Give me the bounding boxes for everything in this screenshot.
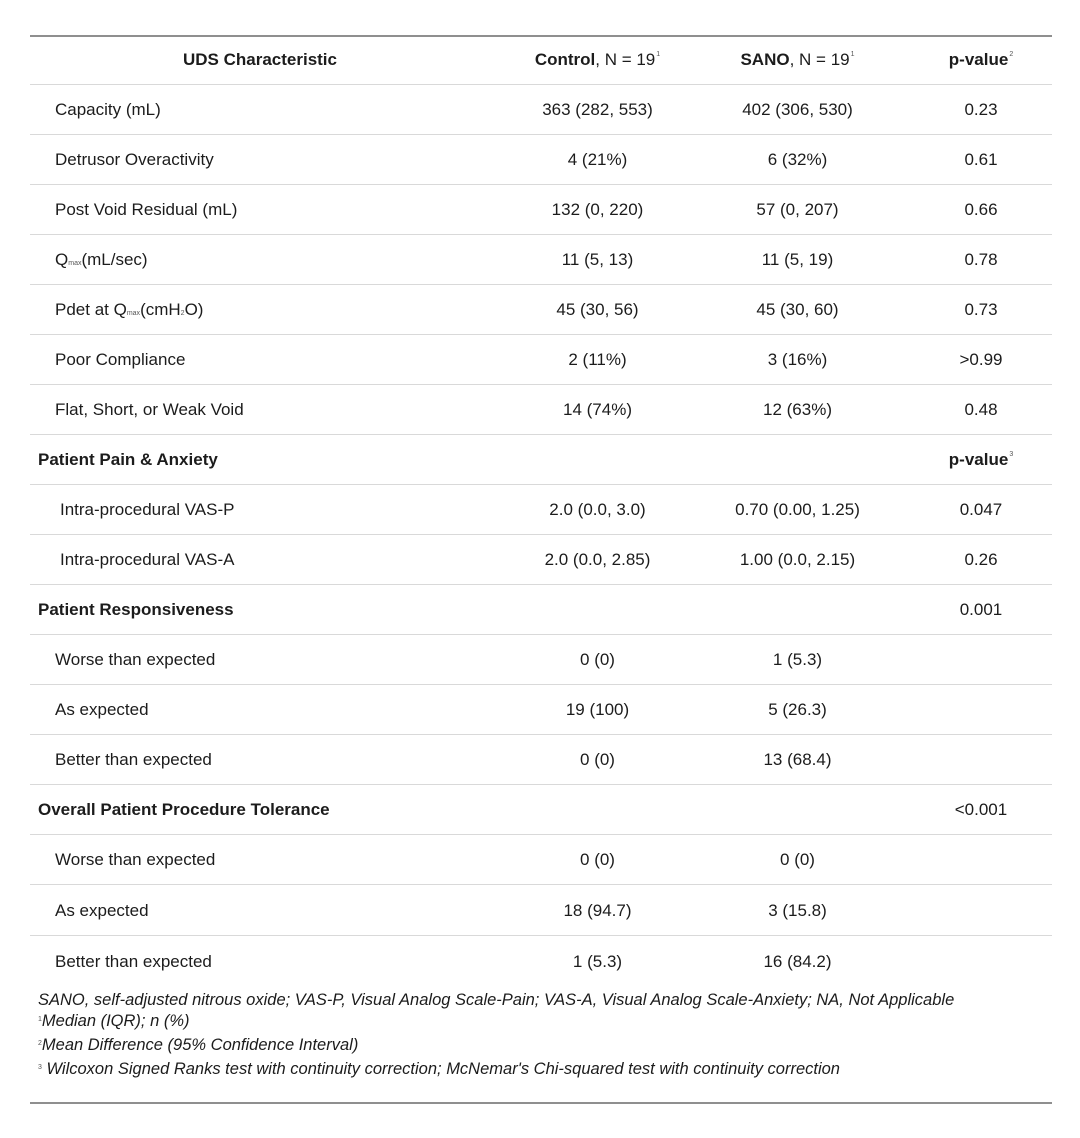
table-row — [30, 285, 1052, 335]
footnote-3-text: Wilcoxon Signed Ranks test with continuity correction; McNemar's Chi-squared test with continuity correction — [41, 1060, 840, 1078]
row-sano-value: 1 (5.3) — [772, 650, 823, 669]
row-label: Better than expected — [55, 750, 212, 769]
row-sano-value: 402 (306, 530) — [742, 100, 853, 119]
row-sano-value: 0.70 (0.00, 1.25) — [735, 500, 860, 519]
table-row — [30, 235, 1052, 285]
header-sano-label: SANO — [740, 50, 790, 69]
footnote-2 — [38, 1035, 1048, 1059]
header-characteristic: UDS Characteristic — [182, 50, 337, 69]
row-label: Poor Compliance — [55, 350, 186, 369]
row-control-value: 0 (0) — [580, 650, 615, 669]
row-pvalue: 0.23 — [964, 100, 998, 119]
row-control-value: 1 (5.3) — [572, 952, 623, 971]
row-pvalue: 0.73 — [964, 300, 998, 319]
row-label-post: (mL/sec) — [81, 250, 148, 269]
table-row — [30, 835, 1052, 885]
section-pvalue-footnote-mark: 3 — [1009, 450, 1014, 458]
table-row — [30, 937, 1052, 987]
row-label: Worse than expected — [55, 850, 216, 869]
row-control-value: 2.0 (0.0, 3.0) — [549, 500, 646, 519]
section-pvalue: 0.001 — [959, 600, 1003, 619]
row-label: Capacity (mL) — [55, 100, 161, 119]
row-sano-value: 5 (26.3) — [768, 700, 827, 719]
section-title: Patient Pain & Anxiety — [38, 450, 218, 469]
table-footnotes — [38, 990, 1048, 1083]
row-label-pre: Pdet at Q — [55, 300, 127, 319]
row-label-mid: (cmH — [140, 300, 181, 319]
table-row — [30, 685, 1052, 735]
footnote-1-mark: 1 — [38, 1016, 42, 1023]
row-label: Intra-procedural VAS-A — [60, 550, 235, 569]
row-sano-value: 1.00 (0.0, 2.15) — [739, 550, 856, 569]
table-row — [30, 185, 1052, 235]
footnote-3-mark: 3 — [38, 1064, 42, 1071]
table-row — [30, 135, 1052, 185]
header-pvalue-footnote-mark: 2 — [1009, 50, 1014, 58]
row-control-value: 2 (11%) — [568, 350, 627, 369]
footnote-1-text: Median (IQR); n (%) — [41, 1012, 190, 1030]
row-pvalue: 0.78 — [964, 250, 998, 269]
section-header-responsiveness — [30, 585, 1052, 635]
row-pvalue: 0.047 — [959, 500, 1003, 519]
section-pvalue: <0.001 — [954, 800, 1008, 819]
row-sano-value: 57 (0, 207) — [756, 200, 839, 219]
row-label-subscript-2: 2 — [180, 309, 185, 317]
row-label: Intra-procedural VAS-P — [60, 500, 235, 519]
footnote-abbreviations: SANO, self-adjusted nitrous oxide; VAS-P, Visual Analog Scale-Pain; VAS-A, Visual Analog Scale-Anxiety; NA, Not Applicable — [38, 991, 955, 1009]
table-row — [30, 635, 1052, 685]
row-sano-value: 6 (32%) — [767, 150, 828, 169]
row-label-subscript: max — [68, 259, 82, 267]
row-pvalue: 0.48 — [964, 400, 998, 419]
table-header-row — [30, 35, 1052, 85]
row-label: Detrusor Overactivity — [55, 150, 214, 169]
table-row — [30, 335, 1052, 385]
row-control-value: 19 (100) — [565, 700, 630, 719]
footnote-3 — [38, 1059, 1048, 1083]
table-row — [30, 886, 1052, 936]
row-control-value: 14 (74%) — [563, 400, 632, 419]
row-sano-value: 45 (30, 60) — [756, 300, 839, 319]
table-row — [30, 535, 1052, 585]
row-label-subscript: max — [126, 309, 141, 317]
header-control-label: Control — [534, 50, 596, 69]
row-sano-value: 16 (84.2) — [763, 952, 832, 971]
section-header-pain-anxiety — [30, 435, 1052, 485]
row-sano-value: 13 (68.4) — [763, 750, 832, 769]
table-bottom-rule — [30, 1102, 1052, 1104]
row-control-value: 132 (0, 220) — [551, 200, 644, 219]
row-control-value: 363 (282, 553) — [542, 100, 653, 119]
row-sano-value: 3 (15.8) — [768, 901, 827, 920]
section-title: Overall Patient Procedure Tolerance — [38, 800, 330, 819]
table-row — [30, 85, 1052, 135]
table-row — [30, 735, 1052, 785]
table-row — [30, 485, 1052, 535]
section-header-tolerance — [30, 785, 1052, 835]
header-pvalue — [910, 35, 1052, 85]
header-control — [490, 35, 705, 85]
row-sano-value: 12 (63%) — [763, 400, 832, 419]
header-pvalue-label: p-value — [948, 50, 1009, 69]
row-pvalue: >0.99 — [959, 350, 1003, 369]
row-control-value: 0 (0) — [580, 850, 615, 869]
row-pvalue: 0.61 — [964, 150, 998, 169]
row-label-pre: Q — [55, 250, 69, 269]
row-pvalue: 0.26 — [964, 550, 998, 569]
row-control-value: 18 (94.7) — [563, 901, 632, 920]
row-control-value: 4 (21%) — [567, 150, 628, 169]
header-control-footnote-mark: 1 — [656, 50, 661, 58]
row-control-value: 0 (0) — [580, 750, 615, 769]
footnote-2-mark: 2 — [38, 1040, 42, 1047]
row-label-post: O) — [184, 300, 204, 319]
footnote-1 — [38, 1011, 1048, 1035]
row-control-value: 2.0 (0.0, 2.85) — [544, 550, 651, 569]
section-pvalue-label: p-value — [948, 450, 1009, 469]
header-sano-footnote-mark: 1 — [850, 50, 855, 58]
row-control-value: 45 (30, 56) — [556, 300, 639, 319]
row-label: Worse than expected — [55, 650, 216, 669]
row-label: As expected — [55, 700, 149, 719]
row-control-value: 11 (5, 13) — [561, 250, 634, 269]
table-row — [30, 385, 1052, 435]
row-sano-value: 11 (5, 19) — [761, 250, 834, 269]
row-label — [30, 285, 515, 335]
row-label: Flat, Short, or Weak Void — [55, 400, 244, 419]
header-sano — [690, 35, 905, 85]
header-control-n: , N = 19 — [595, 50, 656, 69]
footnote-2-text: Mean Difference (95% Confidence Interval) — [41, 1036, 359, 1054]
row-sano-value: 3 (16%) — [767, 350, 828, 369]
section-title: Patient Responsiveness — [38, 600, 234, 619]
row-label: As expected — [55, 901, 149, 920]
row-label — [30, 235, 515, 285]
section-pvalue-header — [910, 435, 1052, 485]
row-label: Better than expected — [55, 952, 212, 971]
row-label: Post Void Residual (mL) — [55, 200, 238, 219]
row-sano-value: 0 (0) — [780, 850, 815, 869]
row-pvalue: 0.66 — [964, 200, 998, 219]
header-sano-n: , N = 19 — [789, 50, 850, 69]
